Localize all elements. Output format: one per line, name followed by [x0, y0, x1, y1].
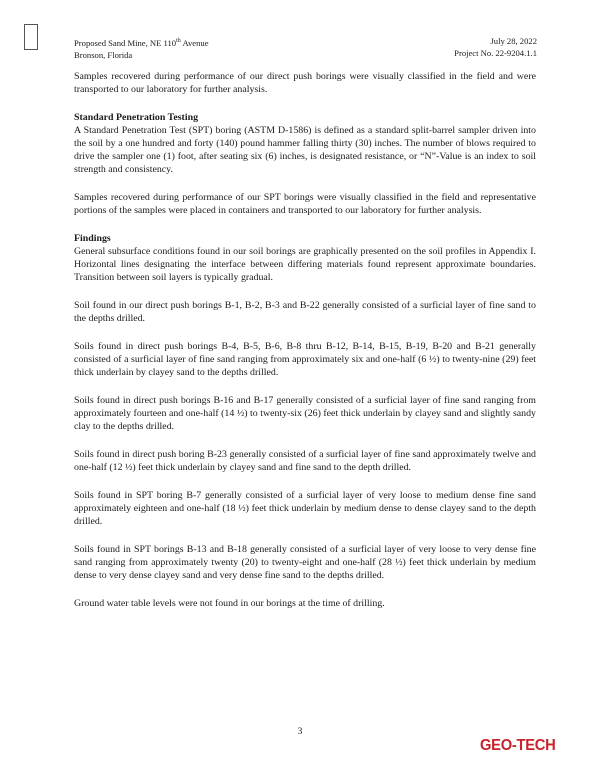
- intro-paragraph: Samples recovered during performance of our direct push borings were visually classified in the field and were transported to our laboratory for further analysis.: [74, 71, 536, 96]
- spt-heading: Standard Penetration Testing: [74, 111, 198, 123]
- spt-paragraph-1: A Standard Penetration Test (SPT) boring (ASTM D-1586) is defined as a standard split-barrel sampler driven into the soil by a one hundred and forty (140) pound hammer falling thirty (30) inches. The number of blows required to drive the sampler one (1) foot, after seating six (6) inches, is designated resistance, or “N”-Value is an index to soil strength and consistency.: [74, 124, 536, 176]
- header-right: [454, 35, 537, 59]
- findings-paragraph-3: Soils found in direct push borings B-4, B-5, B-6, B-8 thru B-12, B-14, B-15, B-19, B-20 and B-21 generally consisted of a surficial layer of fine sand ranging from approximately six and one-half (6 ½) to twenty-nine (29) feet thick underlain by clayey sand to the depths drilled.: [74, 340, 536, 379]
- findings-paragraph-5: Soils found in direct push boring B-23 generally consisted of a surficial layer of fine sand approximately twelve and one-half (12 ½) feet thick underlain by clayey sand and fine sand to the depth drilled.: [74, 448, 536, 473]
- spt-paragraph-2: Samples recovered during performance of our SPT borings were visually classified in the field and representative portions of the samples were placed in containers and transported to our laboratory for further analysis.: [74, 192, 536, 217]
- page-number: 3: [297, 727, 303, 737]
- company-logo: GEO-TECH: [480, 737, 556, 754]
- document-stamp-box: [24, 24, 38, 50]
- findings-heading: Findings: [74, 232, 111, 244]
- header-location: Bronson, Florida: [74, 49, 133, 60]
- header-project-number: Project No. 22-9204.1.1: [454, 48, 537, 58]
- page-body: [74, 70, 536, 610]
- findings-paragraph-6: Soils found in SPT boring B-7 generally consisted of a surficial layer of very loose to medium dense fine sand approximately eighteen and one-half (18 ½) feet thick underlain by medium dense to dense clayey sand to the depth drilled.: [74, 489, 536, 527]
- header-left: [74, 35, 209, 61]
- findings-paragraph-7: Soils found in SPT borings B-13 and B-18 generally consisted of a surficial layer of very loose to very dense fine sand ranging from approximately twenty (20) to twenty-eight and one-half (28 ½) feet thick underlain by medium dense to very dense clayey sand and very dense fine sand to the depths drilled.: [74, 543, 536, 581]
- findings-paragraph-1: General subsurface conditions found in our soil borings are graphically presented on the soil profiles in Appendix I. Horizontal lines designating the interface between differing materials found represent approximate boundaries. Transition between soil layers is typically gradual.: [74, 246, 536, 284]
- findings-paragraph-8: Ground water table levels were not found in our borings at the time of drilling.: [74, 597, 385, 609]
- header-date: July 28, 2022: [490, 36, 537, 46]
- findings-paragraph-4: Soils found in direct push borings B-16 and B-17 generally consisted of a surficial layer of fine sand ranging from approximately fourteen and one-half (14 ½) to twenty-six (26) feet thick underlain by clayey sand and slightly sandy clay to the depths drilled.: [74, 394, 536, 433]
- findings-paragraph-2: Soil found in our direct push borings B-1, B-2, B-3 and B-22 generally consisted of a surficial layer of fine sand to the depths drilled.: [74, 300, 536, 325]
- header-project-name: Proposed Sand Mine, NE 110th Avenue: [74, 37, 209, 48]
